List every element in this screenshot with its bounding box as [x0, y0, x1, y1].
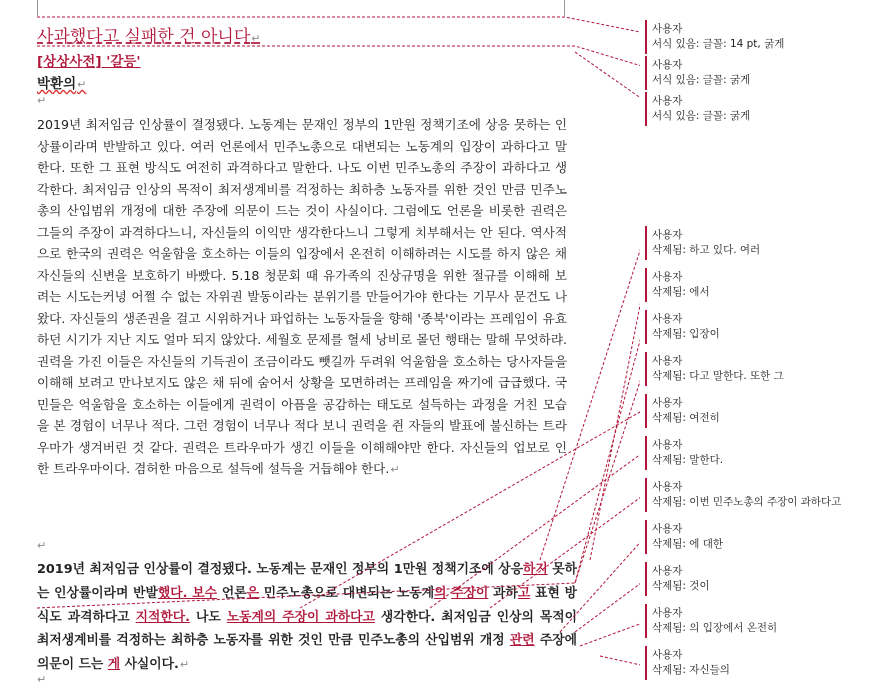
revision-author: 사용자 — [652, 607, 683, 619]
inserted-text: 고 — [517, 585, 531, 601]
revision-description: 삭제됨: 이번 민주노총의 주장이 과하다고 — [652, 496, 842, 508]
revision-balloon[interactable] — [652, 94, 884, 124]
inserted-text: 하지 — [522, 562, 548, 577]
revision-description: 삭제됨: 말한다. — [652, 454, 724, 466]
revision-balloon-bar — [645, 226, 647, 260]
paragraph-mark: ↵ — [37, 94, 47, 107]
revision-author: 사용자 — [652, 95, 683, 107]
revision-author: 사용자 — [652, 229, 683, 241]
revision-balloon[interactable] — [652, 58, 884, 88]
revision-author: 사용자 — [652, 59, 683, 71]
revision-balloon-bar — [645, 56, 647, 90]
revision-description: 삭제됨: 것이 — [652, 580, 710, 592]
revision-balloon-bar — [645, 394, 647, 428]
document-subtitle[interactable]: [상상사전] '갈등' — [37, 54, 141, 70]
revision-balloon[interactable] — [652, 312, 884, 342]
revision-balloon-bar — [645, 478, 647, 512]
revision-balloon[interactable] — [652, 22, 884, 52]
margin-corner-mark — [564, 0, 565, 16]
document-author[interactable]: 박환의↵ — [37, 76, 87, 92]
inserted-text: 관련 — [509, 633, 535, 649]
revision-description: 삭제됨: 다고 말한다. 또한 그 — [652, 370, 784, 382]
revision-balloon-bar — [645, 562, 647, 596]
revision-balloon[interactable] — [652, 438, 884, 468]
revision-author: 사용자 — [652, 649, 683, 661]
revision-balloon[interactable] — [652, 606, 884, 636]
revision-balloon[interactable] — [652, 354, 884, 384]
revision-author: 사용자 — [652, 355, 683, 367]
revision-balloon-bar — [645, 436, 647, 470]
inserted-text: 게 — [107, 657, 121, 673]
revision-balloon-bar — [645, 20, 647, 54]
revision-author: 사용자 — [652, 271, 683, 283]
revision-description: 삭제됨: 하고 있다. 여러 — [652, 244, 761, 256]
inserted-text: 지적한다. — [135, 609, 190, 625]
inserted-text: 의 — [434, 585, 447, 601]
paragraph-mark: ↵ — [37, 673, 47, 686]
revision-description: 삭제됨: 자신들의 — [652, 664, 730, 676]
revision-description: 서식 있음: 글꼴: 굵게 — [652, 74, 751, 86]
revision-balloon[interactable] — [652, 396, 884, 426]
paragraph-mark: ↵ — [179, 658, 190, 672]
margin-corner-mark — [37, 0, 38, 16]
revision-author: 사용자 — [652, 481, 683, 493]
paragraph-mark: ↵ — [390, 463, 400, 476]
revision-author: 사용자 — [652, 23, 683, 35]
inserted-text: 은 — [246, 585, 259, 601]
revision-description: 서식 있음: 글꼴: 14 pt, 굵게 — [652, 38, 785, 50]
revision-author: 사용자 — [652, 313, 683, 325]
body-paragraph[interactable]: 2019년 최저임금 인상률이 결정됐다. 노동계는 문재인 정부의 1만원 정책기조에 상응 못하는 인상률이라며 반발하고 있다. 여러 언론에서 민주노총으로 대변되는 노동계의 입장이 과하다고 말한다. 또한 그 표현 방식도 여전히 과격하다고 말한다. 나도 이번 민주노총의 주장이 과하다고 생각한다. 최저임금 인상의 목적이 최저생계비를 걱정하는 최하층 노동자를 위한 것인 만큼 민주노총의 산입범위 개정에 대한 주장에 의문이 드는 것이 사실이다. 그럼에도 언론을 비롯한 권력은 그들의 주장이 과격하다느니, 자신들의 이익만 생각한다느니 그렇게 치부해서는 안 된다. 역사적으로 한국의 권력은 억울함을 호소하는 이들의 입장에서 온전히 이해하려는 시도를 하지 않은 채 자신들의 신변을 보호하기 바빴다. 5.18 청문회 때 유가족의 진상규명을 위한 절규를 이해해 보려는 시도는커녕 어쩔 수 없는 자위권 발동이라는 분위기를 만들어가야 한다는 기무사 문건도 나왔다. 자신들의 생존권을 걸고 시위하거나 파업하는 노동자들을 향해 '종북'이라는 프레임이 유효하던 시기가 지난 지도 얼마 되지 않았다. 세월호 문제를 혈세 낭비로 몰던 행태는 말해 무엇하랴. 권력을 가진 이들은 자신들의 기득권이 조금이라도 뺏길까 두려워 억울함을 호소하는 당사자들을 이해해 보려고 만나보지도 않은 채 뒤에 숨어서 상황을 모면하려는 프레임을 짜기에 급급했다. 국민들은 억울함을 호소하는 이들에게 권력이 아픔을 공감하는 태도로 설득하는 과정을 거친 모습을 본 경험이 너무나 적다. 그런 경험이 너무나 적다 보니 권력을 쥔 자들의 발표에 불신하는 트라우마가 생겨버린 것 같다. 권력은 트라우마가 생긴 이들을 이해해야만 한다. 자신들의 업보로 인한 트라우마이다. 겸허한 마음으로 설득에 설득을 거듭해야 한다.↵ — [37, 117, 567, 476]
revision-description: 삭제됨: 여전히 — [652, 412, 720, 424]
revision-author: 사용자 — [652, 565, 683, 577]
revision-author: 사용자 — [652, 439, 683, 451]
inserted-text: 주장이 — [451, 585, 489, 601]
revised-paragraph[interactable]: 2019년 최저임금 인상률이 결정됐다. 노동계는 문재인 정부의 1만원 정책기조에 상응하지 못하는 인상률이라며 반발했다. 보수 언론은 민주노총으로 대변되는 노동계의 주장이 과하고 표현 방식도 과격하다고 지적한다. 나도 노동계의 주장이 과하다고 생각한다. 최저임금 인상의 목적이 최저생계비를 걱정하는 최하층 노동자를 위한 것인 만큼 민주노총의 산입범위 개정 관련 주장에 의문이 드는 게 사실이다.↵ — [37, 562, 578, 673]
revision-description: 삭제됨: 에서 — [652, 286, 710, 298]
revision-balloon-bar — [645, 92, 647, 126]
revision-author: 사용자 — [652, 523, 683, 535]
revision-balloon[interactable] — [652, 228, 884, 258]
revision-author: 사용자 — [652, 397, 683, 409]
revision-balloon[interactable] — [652, 270, 884, 300]
revision-balloon[interactable] — [652, 648, 884, 678]
revision-balloon-bar — [645, 268, 647, 302]
revision-balloon-bar — [645, 310, 647, 344]
revision-description: 삭제됨: 입장이 — [652, 328, 720, 340]
paragraph-mark: ↵ — [251, 32, 261, 45]
revision-balloon-bar — [645, 520, 647, 554]
revision-description: 삭제됨: 의 입장에서 온전히 — [652, 622, 778, 634]
revision-balloon[interactable] — [652, 564, 884, 594]
inserted-text: 노동계의 주장이 과하다고 — [226, 609, 375, 625]
revision-balloon[interactable] — [652, 480, 884, 510]
revision-balloon[interactable] — [652, 522, 884, 552]
revision-balloon-bar — [645, 604, 647, 638]
document-title[interactable]: 사과했다고 실패한 건 아니다↵ — [37, 27, 261, 47]
inserted-text: 했다. 보수 — [157, 585, 218, 601]
revision-description: 서식 있음: 글꼴: 굵게 — [652, 110, 751, 122]
revision-balloon-bar — [645, 352, 647, 386]
paragraph-mark: ↵ — [77, 78, 87, 91]
revision-description: 삭제됨: 에 대한 — [652, 538, 724, 550]
paragraph-mark: ↵ — [37, 539, 47, 552]
revision-balloon-bar — [645, 646, 647, 680]
